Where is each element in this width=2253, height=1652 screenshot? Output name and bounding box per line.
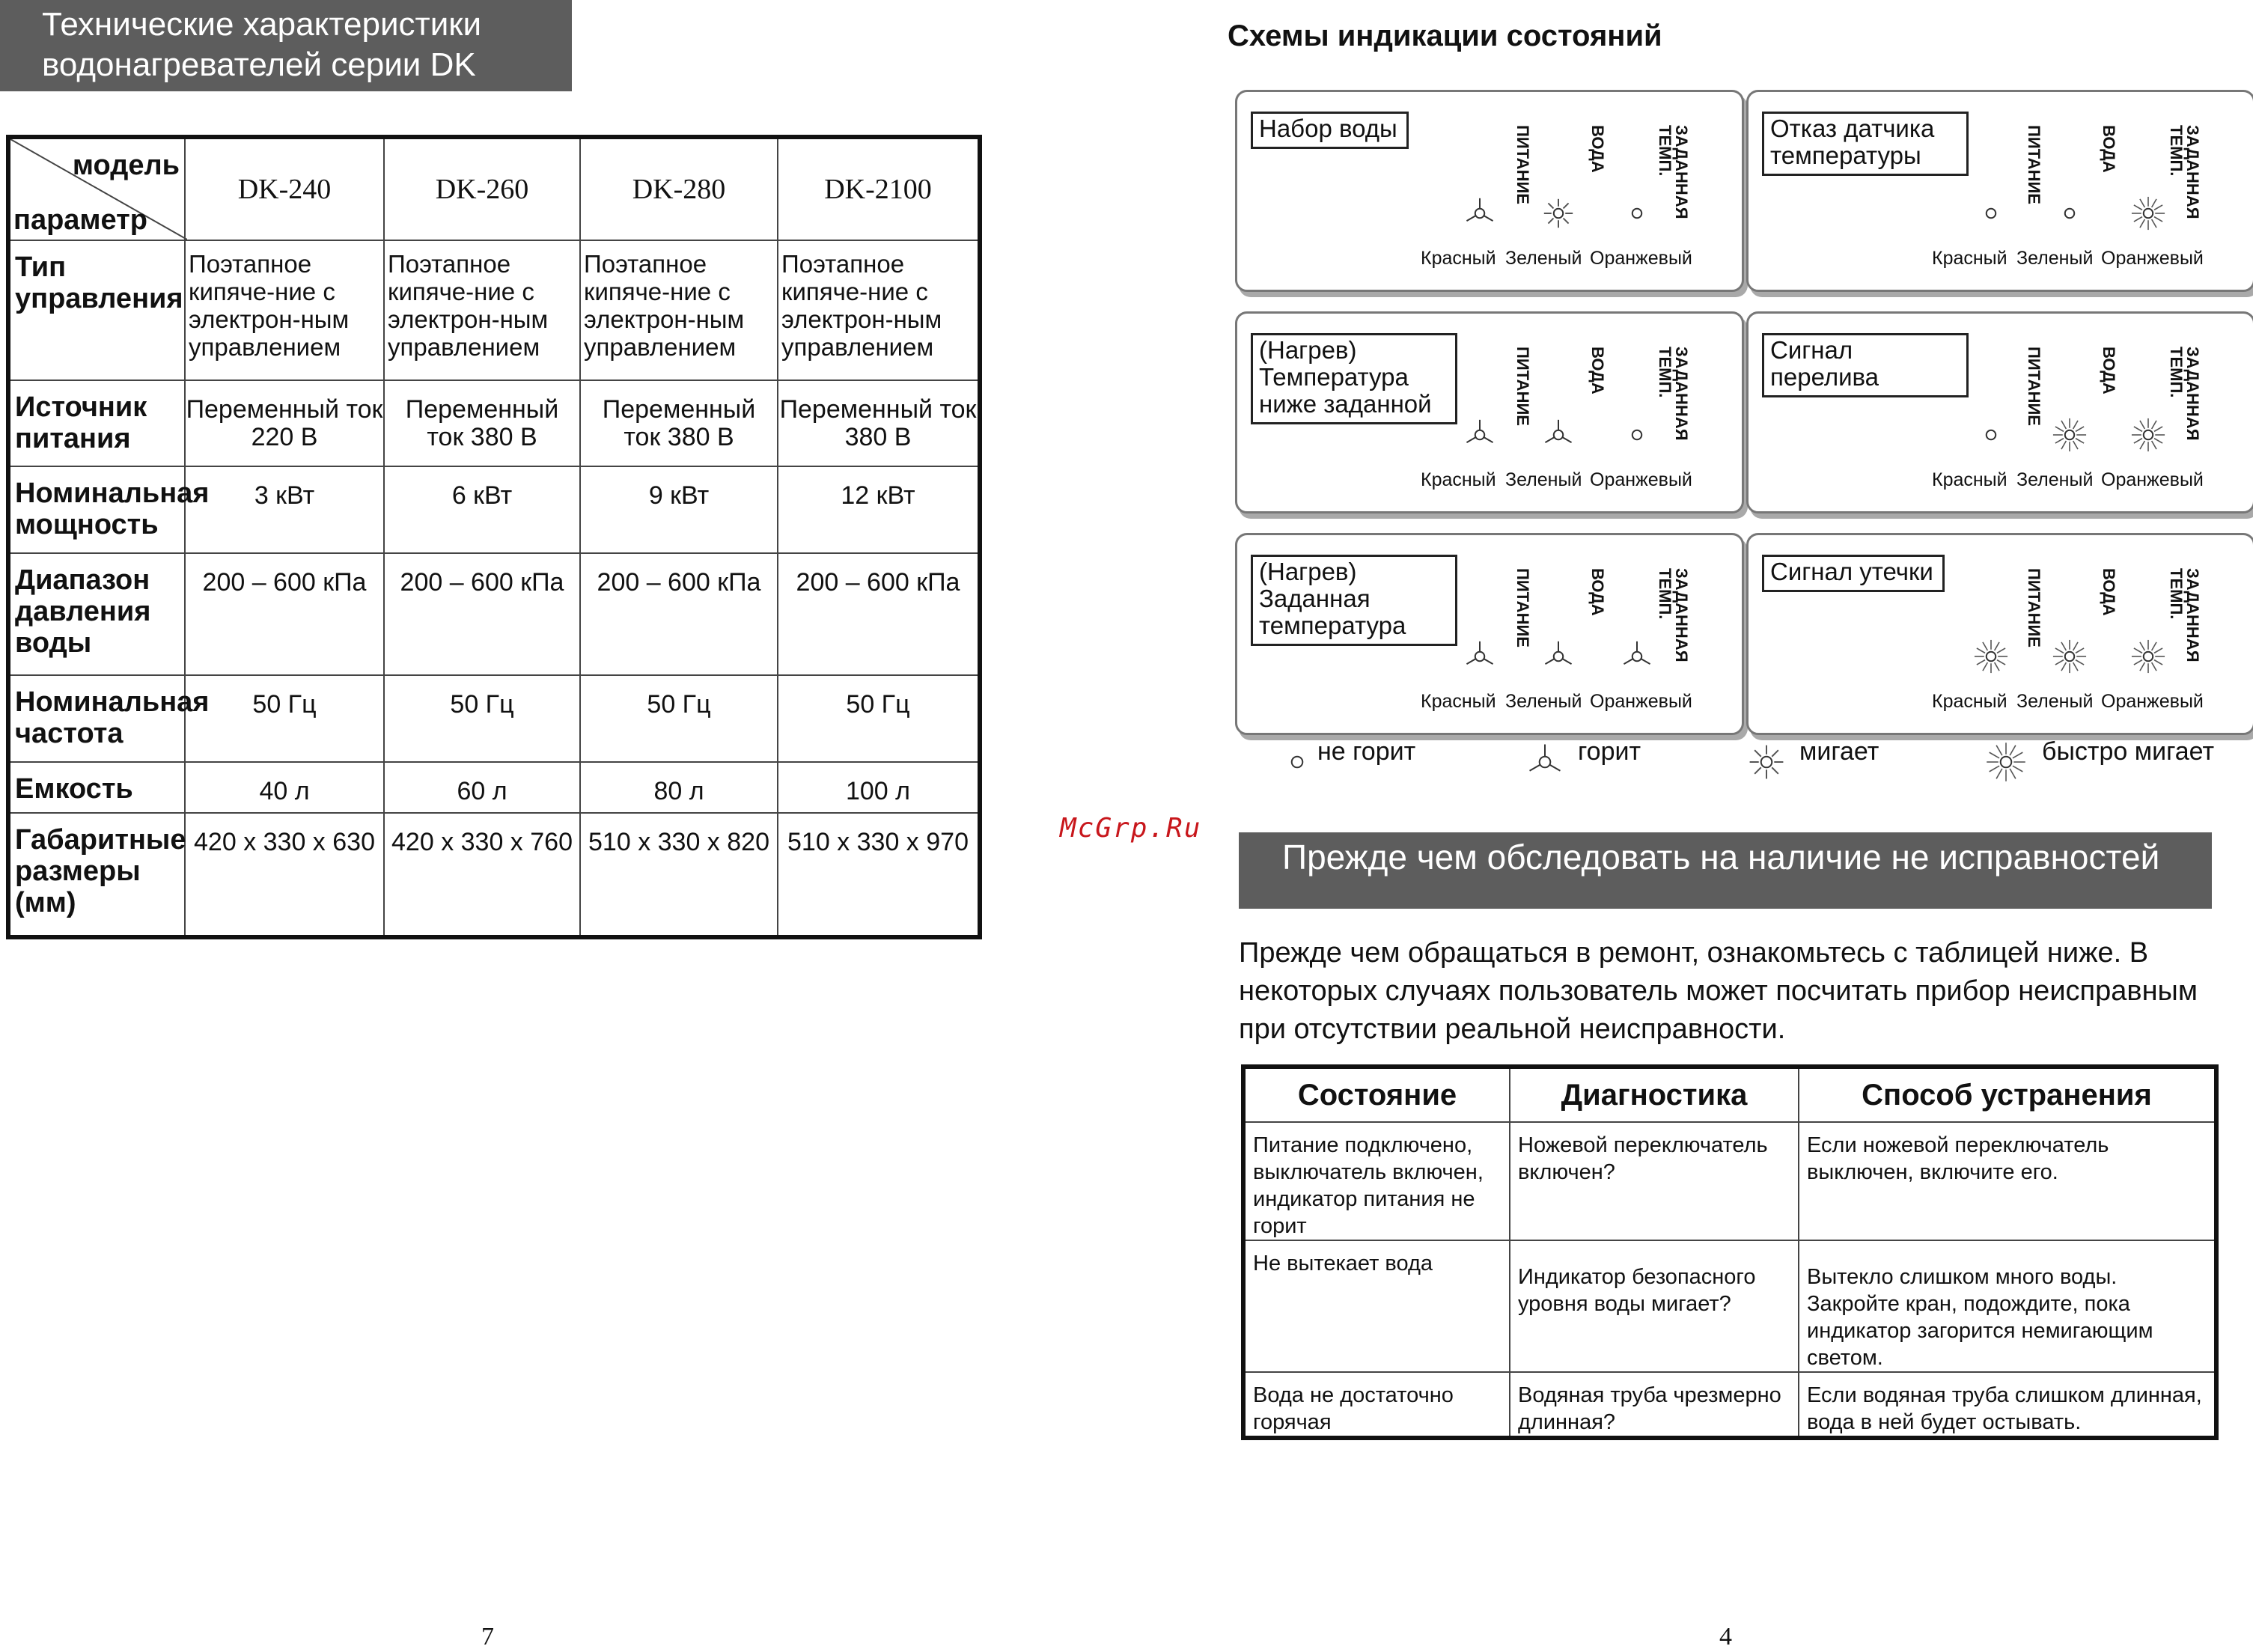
indicator-color-label: Зеленый (1505, 469, 1582, 490)
indicator-led-icon (1619, 195, 1655, 231)
indicator-label-power: ПИТАНИЕ (1513, 347, 1532, 426)
page-number-right: 4 (1719, 1623, 1732, 1651)
specs-table (6, 135, 982, 939)
indicator-label-temp: ЗАДАННАЯ ТЕМП. (2167, 568, 2202, 662)
specs-row (8, 675, 980, 761)
spec-value: Переменный ток 380 В (384, 380, 580, 466)
table-row (1243, 1122, 2216, 1240)
specs-title (0, 0, 572, 91)
indicator-label-power: ПИТАНИЕ (1513, 568, 1532, 647)
spec-value: 60 л (384, 762, 580, 813)
specs-row (8, 553, 980, 676)
spec-value: 9 кВт (580, 466, 778, 552)
specs-row (8, 240, 980, 380)
troubleshooting-intro: Прежде чем обращаться в ремонт, ознакомьтесь с таблицей ниже. В некоторых случаях пользователь может посчитать прибор неисправным при отсутствии реальной неисправности. (1239, 937, 2198, 1045)
indicator-color-label: Оранжевый (2101, 248, 2204, 269)
param-label: Габаритные размеры (мм) (8, 813, 185, 937)
legend-off-label: не горит (1317, 737, 1416, 766)
page-number-left: 7 (481, 1623, 494, 1651)
spec-value: 200 – 600 кПа (778, 553, 980, 676)
spec-value: Переменный ток 380 В (778, 380, 980, 466)
indicator-led-icon (1540, 638, 1576, 674)
indicator-color-label: Оранжевый (1590, 691, 1692, 712)
indicator-color-label: Зеленый (2016, 691, 2094, 712)
indicator-color-label: Красный (1932, 469, 2007, 490)
spec-value: 80 л (580, 762, 778, 813)
indicator-label-power: ПИТАНИЕ (1513, 125, 1532, 204)
param-label: Номинальная частота (8, 675, 185, 761)
indicator-color-label: Оранжевый (2101, 469, 2204, 490)
column-header: Состояние (1243, 1067, 1510, 1122)
indicator-led-icon (2130, 417, 2166, 453)
specs-title-line1: Технические характеристики (42, 6, 482, 43)
indicator-color-label: Красный (1421, 248, 1496, 269)
panel-title: (Нагрев) Заданная температура (1251, 555, 1457, 646)
watermark: McGrp.Ru (1060, 813, 1202, 844)
state-cell: Не вытекает вода (1243, 1240, 1510, 1372)
indicator-led-icon (2052, 195, 2088, 231)
corner-model-label: модель (72, 150, 180, 181)
status-panel (1235, 311, 1744, 513)
indicator-label-temp: ЗАДАННАЯ ТЕМП. (1656, 125, 1691, 219)
troubleshooting-table (1241, 1064, 2219, 1440)
param-label: Тип управления (8, 240, 185, 380)
specs-row (8, 813, 980, 937)
diagnosis-cell: Индикатор безопасного уровня воды мигает? (1510, 1240, 1799, 1372)
spec-value: 40 л (185, 762, 384, 813)
spec-value: 50 Гц (185, 675, 384, 761)
indicator-label-temp: ЗАДАННАЯ ТЕМП. (2167, 125, 2202, 219)
spec-value: 420 x 330 x 760 (384, 813, 580, 937)
led-on-icon (1524, 741, 1566, 783)
model-header: DK-260 (384, 137, 580, 240)
spec-value: Поэтапное кипяче-ние с электрон-ным управлением (384, 240, 580, 380)
spec-value: Поэтапное кипяче-ние с электрон-ным управлением (580, 240, 778, 380)
panel-title: (Нагрев) Температура ниже заданной (1251, 333, 1457, 424)
spec-value: 200 – 600 кПа (384, 553, 580, 676)
spec-value: 100 л (778, 762, 980, 813)
status-panel (1746, 533, 2253, 735)
indicator-color-label: Красный (1932, 248, 2007, 269)
param-label: Номинальная мощность (8, 466, 185, 552)
table-row (1243, 1240, 2216, 1372)
indicator-color-label: Оранжевый (1590, 469, 1692, 490)
status-panel (1746, 90, 2253, 292)
model-header: DK-280 (580, 137, 778, 240)
troubleshooting-title: Прежде чем обследовать на наличие не исправностей (1239, 832, 2212, 909)
indicator-color-label: Зеленый (1505, 248, 1582, 269)
param-label: Источник питания (8, 380, 185, 466)
specs-title-line2: водонагревателей серии DK (42, 46, 476, 83)
spec-value: 6 кВт (384, 466, 580, 552)
indicator-led-icon (1973, 195, 2009, 231)
led-fast-blink-icon (1985, 741, 2027, 783)
spec-value: 510 x 330 x 970 (778, 813, 980, 937)
diagnosis-cell: Ножевой переключатель включен? (1510, 1122, 1799, 1240)
panel-title: Сигнал утечки (1762, 555, 1945, 592)
specs-row (8, 466, 980, 552)
indicator-color-label: Красный (1421, 469, 1496, 490)
state-cell: Питание подключено, выключатель включен, индикатор питания не горит (1243, 1122, 1510, 1240)
indicator-led-icon (1973, 638, 2009, 674)
indicator-led-icon (1540, 417, 1576, 453)
spec-value: 3 кВт (185, 466, 384, 552)
spec-value: 50 Гц (778, 675, 980, 761)
remedy-cell: Если водяная труба слишком длинная, вода в ней будет остывать. (1799, 1372, 2216, 1438)
model-header: DK-2100 (778, 137, 980, 240)
specs-corner-cell (8, 137, 185, 240)
indicator-label-power: ПИТАНИЕ (2025, 347, 2043, 426)
status-panel (1235, 90, 1744, 292)
indicator-led-icon (1462, 195, 1498, 231)
param-label: Диапазон давления воды (8, 553, 185, 676)
indication-heading: Схемы индикации состояний (1228, 19, 1662, 52)
specs-header-row (8, 137, 980, 240)
indicator-label-temp: ЗАДАННАЯ ТЕМП. (1656, 347, 1691, 441)
indicator-label-water: ВОДА (1588, 347, 1607, 394)
panel-title: Отказ датчика температуры (1762, 112, 1969, 176)
panel-title: Сигнал перелива (1762, 333, 1969, 397)
indicator-led-icon (1973, 417, 2009, 453)
status-panel (1746, 311, 2253, 513)
indicator-color-label: Красный (1421, 691, 1496, 712)
indicator-label-temp: ЗАДАННАЯ ТЕМП. (1656, 568, 1691, 662)
spec-value: 200 – 600 кПа (580, 553, 778, 676)
indicator-label-water: ВОДА (1588, 125, 1607, 173)
indicator-led-icon (2130, 195, 2166, 231)
indicator-led-icon (1540, 195, 1576, 231)
indicator-label-power: ПИТАНИЕ (2025, 125, 2043, 204)
spec-value: 200 – 600 кПа (185, 553, 384, 676)
indicator-led-icon (1619, 417, 1655, 453)
indicator-label-water: ВОДА (2100, 125, 2118, 173)
spec-value: Переменный ток 380 В (580, 380, 778, 466)
spec-value: 420 x 330 x 630 (185, 813, 384, 937)
spec-value: 50 Гц (384, 675, 580, 761)
troubleshooting-header-row (1243, 1067, 2216, 1122)
indicator-color-label: Оранжевый (1590, 248, 1692, 269)
column-header: Диагностика (1510, 1067, 1799, 1122)
led-off-icon (1276, 741, 1318, 783)
led-blink-icon (1746, 741, 1787, 783)
state-cell: Вода не достаточно горячая (1243, 1372, 1510, 1438)
status-panel (1235, 533, 1744, 735)
indicator-label-water: ВОДА (2100, 347, 2118, 394)
spec-value: 510 x 330 x 820 (580, 813, 778, 937)
indicator-led-icon (1462, 638, 1498, 674)
corner-param-label: параметр (13, 204, 147, 236)
indicator-led-icon (1619, 638, 1655, 674)
spec-value: 12 кВт (778, 466, 980, 552)
indicator-color-label: Оранжевый (2101, 691, 2204, 712)
diagnosis-cell: Водяная труба чрезмерно длинная? (1510, 1372, 1799, 1438)
indicator-color-label: Красный (1932, 691, 2007, 712)
indicator-color-label: Зеленый (2016, 469, 2094, 490)
model-header: DK-240 (185, 137, 384, 240)
spec-value: Переменный ток 220 В (185, 380, 384, 466)
indicator-led-icon (2130, 638, 2166, 674)
indicator-label-water: ВОДА (1588, 568, 1607, 616)
table-row (1243, 1372, 2216, 1438)
indicator-led-icon (1462, 417, 1498, 453)
specs-row (8, 762, 980, 813)
indicator-label-power: ПИТАНИЕ (2025, 568, 2043, 647)
column-header: Способ устранения (1799, 1067, 2216, 1122)
remedy-cell: Вытекло слишком много воды. Закройте кран, подождите, пока индикатор загорится немигающим светом. (1799, 1240, 2216, 1372)
indicator-label-temp: ЗАДАННАЯ ТЕМП. (2167, 347, 2202, 441)
legend-fast-label: быстро мигает (2042, 737, 2215, 766)
legend-on-label: горит (1578, 737, 1641, 766)
legend-blink-label: мигает (1799, 737, 1879, 766)
indicator-color-label: Зеленый (1505, 691, 1582, 712)
remedy-cell: Если ножевой переключатель выключен, включите его. (1799, 1122, 2216, 1240)
param-label: Емкость (8, 762, 185, 813)
spec-value: Поэтапное кипяче-ние с электрон-ным управлением (778, 240, 980, 380)
specs-row (8, 380, 980, 466)
indicator-led-icon (2052, 638, 2088, 674)
spec-value: Поэтапное кипяче-ние с электрон-ным управлением (185, 240, 384, 380)
indicator-label-water: ВОДА (2100, 568, 2118, 616)
indicator-led-icon (2052, 417, 2088, 453)
panel-title: Набор воды (1251, 112, 1409, 149)
indicator-color-label: Зеленый (2016, 248, 2094, 269)
spec-value: 50 Гц (580, 675, 778, 761)
